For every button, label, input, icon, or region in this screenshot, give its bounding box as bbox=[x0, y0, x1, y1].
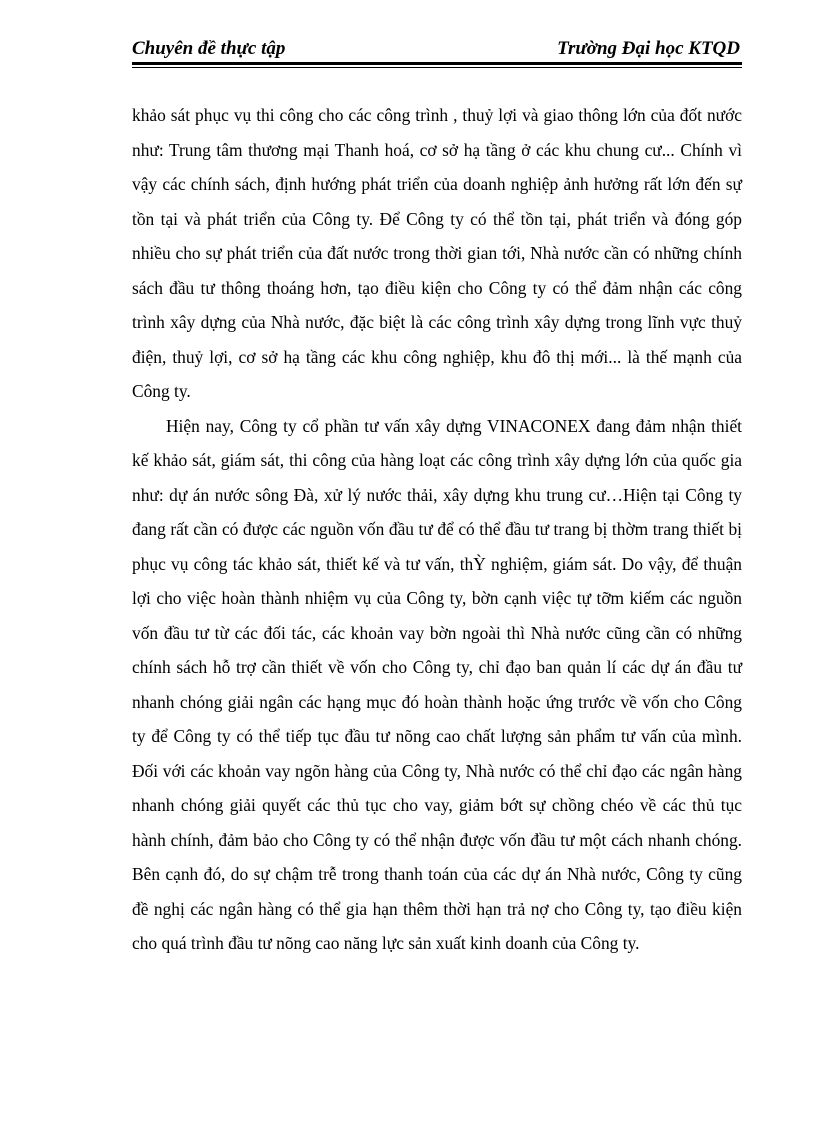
document-body bbox=[132, 98, 742, 961]
header-rule-thin bbox=[132, 67, 742, 68]
page-header bbox=[132, 36, 742, 62]
header-rule-thick bbox=[132, 62, 742, 65]
header-left-title: Chuyên đề thực tập bbox=[132, 38, 286, 59]
header-right-title: Trường Đại học KTQD bbox=[557, 38, 740, 59]
paragraph-1: khảo sát phục vụ thi công cho các công trình , thuỷ lợi và giao thông lớn của đốt nước như: Trung tâm thương mại Thanh hoá, cơ sở hạ tầng ở các khu chung cư... Chính vì vậy các chính sách, định hướng phát triển của doanh nghiệp ảnh hưởng rất lớn đến sự tồn tại và phát triển của Công ty. Để Công ty có thể tồn tại, phát triển và đóng góp nhiều cho sự phát triển của đất nước trong thời gian tới, Nhà nước cần có những chính sách đầu tư thông thoáng hơn, tạo điều kiện cho Công ty có thể đảm nhận các công trình xây dựng của Nhà nước, đặc biệt là các công trình xây dựng trong lĩnh vực thuỷ điện, thuỷ lợi, cơ sở hạ tầng các khu công nghiệp, khu đô thị mới... là thế mạnh của Công ty. bbox=[132, 105, 742, 401]
paragraph-2: Hiện nay, Công ty cổ phần tư vấn xây dựng VINACONEX đang đảm nhận thiết kế khảo sát, giám sát, thi công của hàng loạt các công trình xây dựng lớn của quốc gia như: dự án nước sông Đà, xử lý nước thải, xây dựng khu trung cư…Hiện tại Công ty đang rất cần có được các nguồn vốn đầu tư để có thể đầu tư trang bị thờm trang thiết bị phục vụ công tác khảo sát, thiết kế và tư vấn, thỲ nghiệm, giám sát. Do vậy, để thuận lợi cho việc hoàn thành nhiệm vụ của Công ty, bờn cạnh việc tự tỡm kiếm các nguồn vốn đầu tư từ các đối tác, các khoản vay bờn ngoài thì Nhà nước cũng cần có những chính sách hỗ trợ cần thiết về vốn cho Công ty, chỉ đạo ban quản lí các dự án đầu tư nhanh chóng giải ngân các hạng mục đó hoàn thành hoặc ứng trước về vốn cho Công ty để Công ty có thể tiếp tục đầu tư nõng cao chất lượng sản phẩm tư vấn của mình. Đối với các khoản vay ngõn hàng của Công ty, Nhà nước có thể chỉ đạo các ngân hàng nhanh chóng giải quyết các thủ tục cho vay, giảm bớt sự chồng chéo về các thủ tục hành chính, đảm bảo cho Công ty có thể nhận được vốn đầu tư một cách nhanh chóng. Bên cạnh đó, do sự chậm trễ trong thanh toán của các dự án Nhà nước, Công ty cũng đề nghị các ngân hàng có thể gia hạn thêm thời hạn trả nợ cho Công ty, tạo điều kiện cho quá trình đầu tư nõng cao năng lực sản xuất kinh doanh của Công ty. bbox=[132, 415, 742, 953]
